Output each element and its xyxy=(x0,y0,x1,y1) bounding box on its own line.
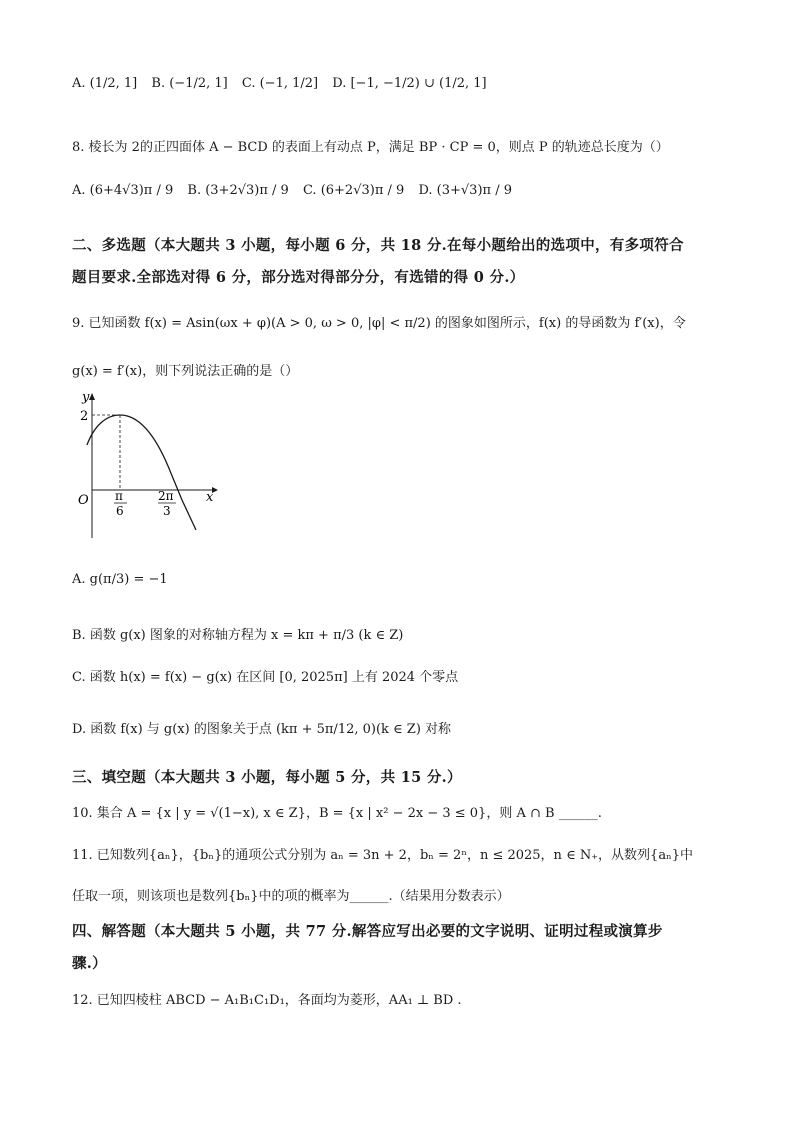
q8-option-c: C. (6+2√3)π / 9 xyxy=(302,183,405,198)
q10-stem: 10. 集合 A = {x | y = √(1−x), x ∈ Z}，B = {x | x² − 2x − 3 ≤ 0}，则 A ∩ B ______. xyxy=(72,806,602,821)
section2-heading-line2: 题目要求.全部选对得 6 分，部分选对得部分分，有选错的得 0 分.） xyxy=(72,269,525,286)
q12-stem: 12. 已知四棱柱 ABCD − A₁B₁C₁D₁，各面均为菱形，AA₁ ⊥ BD . xyxy=(72,993,462,1008)
q9-function-graph xyxy=(72,388,232,548)
graph-x-tick2-num: 2π xyxy=(158,489,174,503)
section4-heading-line1: 四、解答题（本大题共 5 小题，共 77 分.解答应写出必要的文字说明、证明过程或演算步 xyxy=(72,923,663,940)
q7-options xyxy=(72,76,497,91)
graph-x-tick1-den: 6 xyxy=(116,504,124,518)
graph-x-tick2-den: 3 xyxy=(163,504,171,518)
q7-option-d: D. [−1, −1/2) ∪ (1/2, 1] xyxy=(332,76,487,91)
graph-y-tick-label: 2 xyxy=(80,409,89,424)
q8-option-b: B. (3+2√3)π / 9 xyxy=(187,183,289,198)
q8-option-d: D. (3+√3)π / 9 xyxy=(418,183,512,198)
q8-option-a: A. (6+4√3)π / 9 xyxy=(72,183,174,198)
graph-x-tick1-num: π xyxy=(115,489,123,503)
graph-origin-label: O xyxy=(78,493,89,508)
section4-heading-line2: 骤.） xyxy=(72,955,107,972)
q9-stem-line2: g(x) = f′(x)，则下列说法正确的是（） xyxy=(72,364,299,379)
graph-x-axis-label: x xyxy=(206,490,214,505)
q8-stem: 8. 棱长为 2的正四面体 A − BCD 的表面上有动点 P，满足 BP · CP = 0，则点 P 的轨迹总长度为（） xyxy=(72,140,669,155)
q9-option-c: C. 函数 h(x) = f(x) − g(x) 在区间 [0, 2025π] 上有 2024 个零点 xyxy=(72,670,459,685)
q8-options xyxy=(72,183,522,198)
q9-option-a: A. g(π/3) = −1 xyxy=(72,572,168,587)
q7-option-b: B. (−1/2, 1] xyxy=(151,76,228,91)
graph-y-axis-label: y xyxy=(82,390,90,405)
q9-stem-line1: 9. 已知函数 f(x) = Asin(ωx + φ)(A > 0, ω > 0, |φ| < π/2) 的图象如图所示，f(x) 的导函数为 f′(x)，令 xyxy=(72,316,686,331)
section2-heading-line1: 二、多选题（本大题共 3 小题，每小题 6 分，共 18 分.在每小题给出的选项中，有多项符合 xyxy=(72,237,684,254)
section3-heading: 三、填空题（本大题共 3 小题，每小题 5 分，共 15 分.） xyxy=(72,769,462,786)
q7-option-c: C. (−1, 1/2] xyxy=(241,76,319,91)
q9-option-b: B. 函数 g(x) 图象的对称轴方程为 x = kπ + π/3 (k ∈ Z) xyxy=(72,628,404,643)
q7-option-a: A. (1/2, 1] xyxy=(72,76,138,91)
q11-stem-line1: 11. 已知数列{aₙ}，{bₙ}的通项公式分别为 aₙ = 3n + 2，bₙ = 2ⁿ，n ≤ 2025，n ∈ N₊，从数列{aₙ}中 xyxy=(72,848,693,863)
q11-stem-line2: 任取一项，则该项也是数列{bₙ}中的项的概率为______.（结果用分数表示） xyxy=(72,889,510,904)
q9-option-d: D. 函数 f(x) 与 g(x) 的图象关于点 (kπ + 5π/12, 0)(k ∈ Z) 对称 xyxy=(72,722,452,737)
